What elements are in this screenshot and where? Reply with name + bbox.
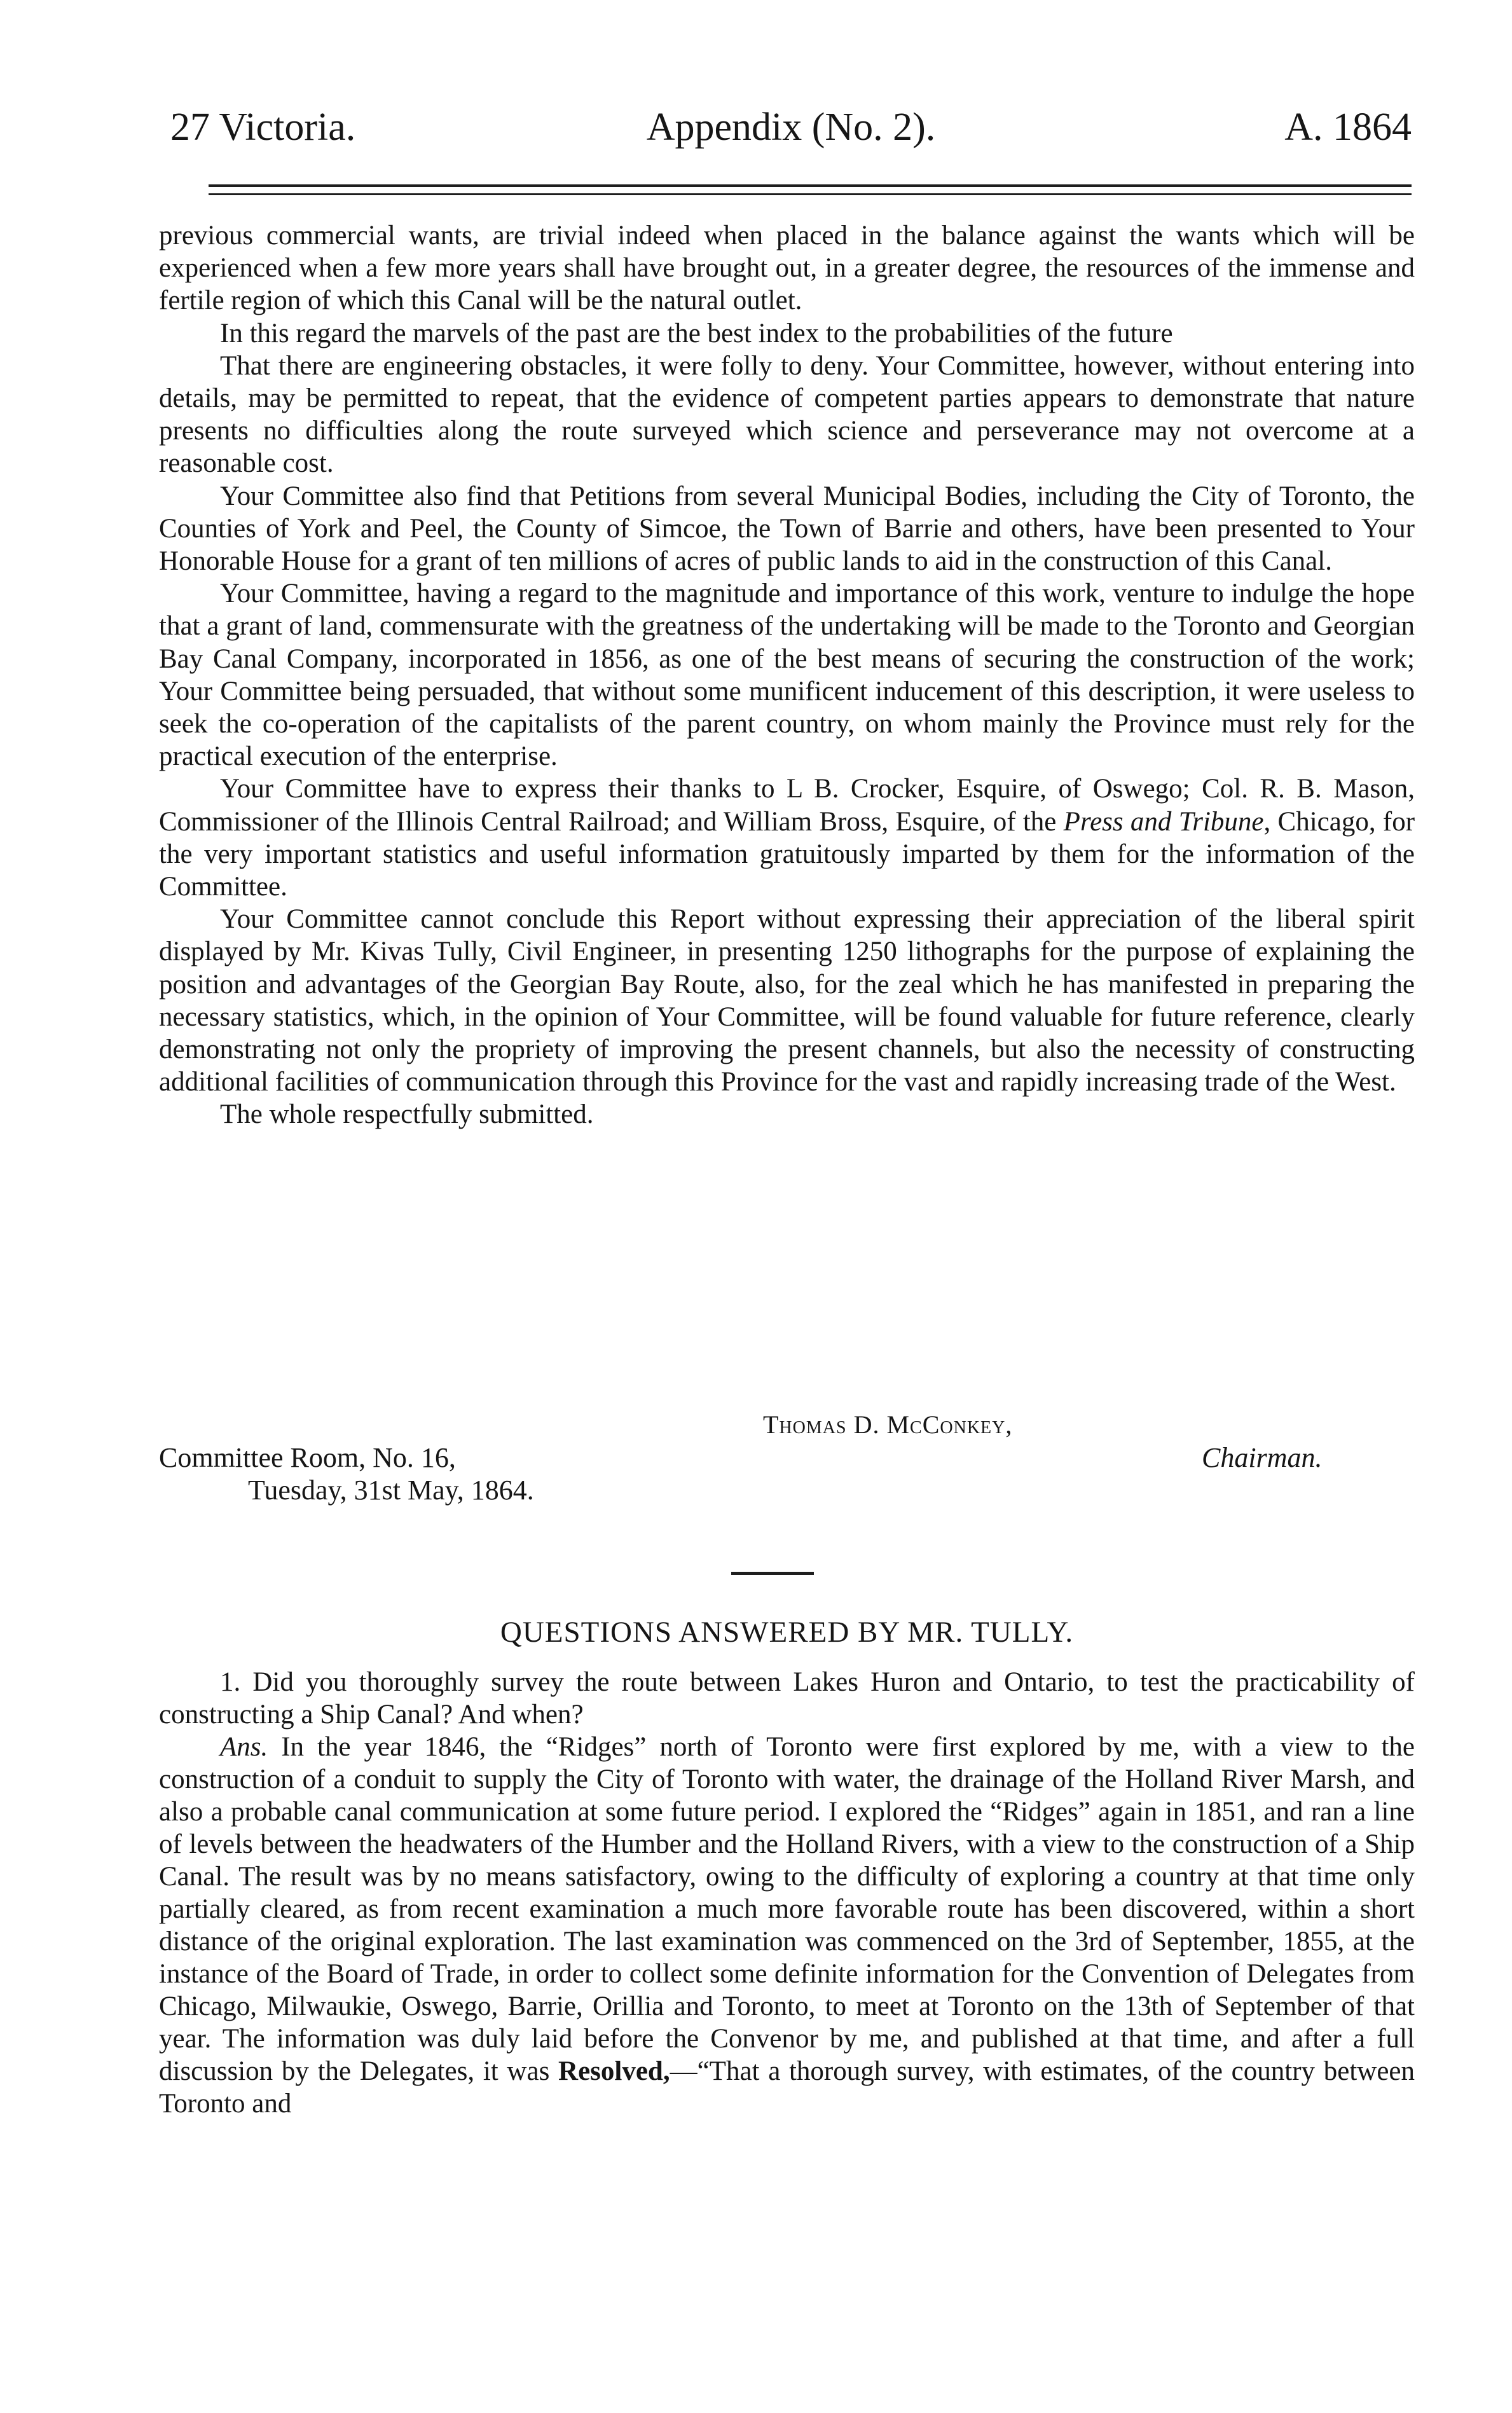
answer-text: In the year 1846, the “Ridges” north of Toronto were first explored by me, with a view to the construction of a conduit to supply the City of Toronto with water, the drainage of the Holland River Marsh, and also a probable canal communication at some future period. I explored the “Ridges” again in 1851, and ran a line of levels between the headwaters of the Humber and the Holland Rivers, with a view to the construction of a Ship Canal. The result was by no means satisfactory, owing to the difficulty of exploring a country at that time only partially cleared, as from recent examination a much more favorable route has been discovered, within a short distance of the original exploration. The last examination was commenced on the 3rd of September, 1855, at the instance of the Board of Trade, in order to collect some definite information for the Convention of Delegates from Chicago, Milwaukie, Oswego, Barrie, Orillia and Toronto, to meet at Toronto on the 13th of September of that year. The information was duly laid before the Convenor by me, and published at that time, and after a full discussion by the Delegates, it was: [159, 1732, 1415, 2086]
section-divider: [731, 1572, 814, 1575]
report-body: [159, 219, 1415, 1131]
report-date: Tuesday, 31st May, 1864.: [248, 1475, 534, 1506]
newspaper-title: Press and Tribune: [1063, 806, 1264, 837]
thanks-text-end: , Chicago, for the very important statistics and useful information gratuitously imparted by them for the information of the Committee.: [159, 806, 1415, 902]
question: 1. Did you thoroughly survey the route between Lakes Huron and Ontario, to test the practicability of constructing a Ship Canal? And when?: [159, 1667, 1415, 1729]
signatory-title: Chairman.: [1202, 1442, 1323, 1473]
answer: [159, 1731, 1415, 2120]
thanks-text: Your Committee have to express their thanks to L B. Crocker, Esquire, of Oswego; Col. R. B. Mason, Commissioner of the Illinois Central Railroad; and William Bross, Esquire, of the: [159, 774, 1415, 837]
questions-body: [159, 1666, 1415, 2120]
header-year: A. 1864: [1284, 106, 1412, 149]
paragraph: In this regard the marvels of the past are the best index to the probabilities of the future: [220, 318, 1173, 348]
paragraph-closing: The whole respectfully submitted.: [220, 1099, 594, 1130]
paragraph: Your Committee also find that Petitions from several Municipal Bodies, including the City of Toronto, the Counties of York and Peel, the County of Simcoe, the Town of Barrie and others, have been presented to Your Honorable House for a grant of ten millions of acres of public lands to aid in the construction of this Canal.: [159, 481, 1415, 577]
paragraph-thanks: [159, 773, 1415, 903]
paragraph: previous commercial wants, are trivial indeed when placed in the balance against the wants which will be experienced when a few more years shall have brought out, in a greater degree, the resources of the immense and fertile region of which this Canal will be the natural outlet.: [159, 221, 1415, 316]
resolution-quote: —“That a thorough survey, with estimates, of the country between Toronto and: [159, 2056, 1415, 2119]
committee-room: Committee Room, No. 16,: [159, 1442, 456, 1473]
signatory-name: Thomas D. McConkey,: [763, 1410, 1013, 1439]
paragraph: Your Committee, having a regard to the magnitude and importance of this work, venture to indulge the hope that a grant of land, commensurate with the greatness of the undertaking will be made to the Toronto and Georgian Bay Canal Company, incorporated in 1856, as one of the best means of securing the construction of the work; Your Committee being persuaded, that without some munificent inducement of this description, it were useless to seek the co-operation of the capitalists of the parent country, on whom mainly the Province must rely for the practical execution of the enterprise.: [159, 579, 1415, 772]
paragraph: Your Committee cannot conclude this Report without expressing their appreciation of the liberal spirit displayed by Mr. Kivas Tully, Civil Engineer, in presenting 1250 lithographs for the purpose of explaining the position and advantages of the Georgian Bay Route, also, for the zeal which he has manifested in preparing the necessary statistics, which, in the opinion of Your Committee, will be found valuable for future reference, clearly demonstrating not only the propriety of improving the present channels, but also the necessity of constructing additional facilities of communication through this Province for the vast and rapidly increasing trade of the West.: [159, 904, 1415, 1097]
running-head: [170, 102, 1412, 153]
header-session: 27 Victoria.: [170, 106, 356, 149]
header-rule: [209, 184, 1412, 187]
header-rule-secondary: [209, 193, 1412, 195]
answer-label: Ans.: [220, 1732, 268, 1762]
header-appendix: Appendix (No. 2).: [646, 106, 936, 149]
resolved-label: Resolved,: [558, 2056, 670, 2086]
paragraph: That there are engineering obstacles, it were folly to deny. Your Committee, however, without entering into details, may be permitted to repeat, that the evidence of competent parties appears to demonstrate that nature presents no difficulties along the route surveyed which science and perseverance may not overcome at a reasonable cost.: [159, 350, 1415, 479]
section-heading: QUESTIONS ANSWERED BY MR. TULLY.: [500, 1616, 1074, 1649]
